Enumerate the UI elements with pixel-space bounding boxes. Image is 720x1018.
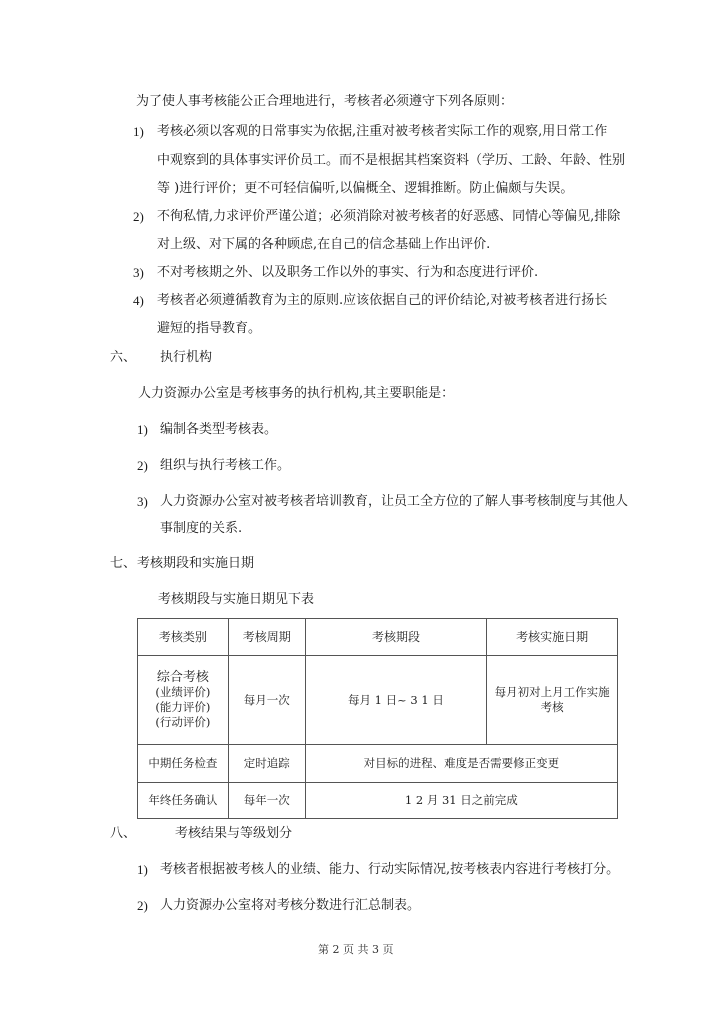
table-header-row xyxy=(138,619,618,656)
cell-category: 年终任务确认 xyxy=(138,783,229,819)
cell-date xyxy=(487,656,618,745)
schedule-table xyxy=(137,618,618,819)
section-6-intro: 人力资源办公室是考核事务的执行机构,其主要职能是： xyxy=(138,386,455,401)
section-8-item-2-text: 人力资源办公室将对考核分数进行汇总制表。 xyxy=(160,898,421,913)
cell-period: 每月 1 日~ 3 1 日 xyxy=(305,656,487,745)
cell-cycle: 定时追踪 xyxy=(228,745,305,783)
category-sub-3: (行动评价) xyxy=(155,715,211,729)
table-row xyxy=(138,745,618,783)
section-8-item-1-text: 考核者根据被考核人的业绩、能力、行动实际情况,按考核表内容进行考核打分。 xyxy=(160,862,620,877)
header-date: 考核实施日期 xyxy=(487,619,618,656)
header-category: 考核类别 xyxy=(138,619,229,656)
principle-3-number: 3) xyxy=(133,265,144,280)
section-6-item-1-text: 编制各类型考核表。 xyxy=(160,422,278,437)
cell-period-merged: 1 2 月 31 日之前完成 xyxy=(305,783,617,819)
section-6-item-3-number: 3) xyxy=(137,494,148,509)
principle-4-line-2: 避短的指导教育。 xyxy=(157,321,262,336)
section-6-item-2-text: 组织与执行考核工作。 xyxy=(160,458,291,473)
section-8-item-2-number: 2) xyxy=(137,898,148,913)
principles-intro: 为了使人事考核能公正合理地进行，考核者必须遵守下列各原则： xyxy=(136,94,514,109)
principle-1-number: 1) xyxy=(133,124,144,139)
page-number: 第 2 页 共 3 页 xyxy=(318,943,394,956)
category-sub-2: (能力评价) xyxy=(155,700,211,714)
cell-cycle: 每月一次 xyxy=(228,656,305,745)
section-6-item-3-line-2: 事制度的关系. xyxy=(160,521,243,536)
section-7-number: 七、 xyxy=(110,556,137,571)
section-7-title: 考核期段和实施日期 xyxy=(137,556,255,571)
section-8-number: 八、 xyxy=(110,826,137,841)
section-8-title: 考核结果与等级划分 xyxy=(175,826,293,841)
principle-2-line-1: 不徇私情,力求评价严谨公道；必须消除对被考核者的好恶感、同情心等偏见,排除 xyxy=(157,209,621,224)
principle-1-line-3: 等 )进行评价；更不可轻信偏听,以偏概全、逻辑推断。防止偏颇与失误。 xyxy=(157,181,574,196)
category-sub-1: (业绩评价) xyxy=(155,685,211,699)
section-6-item-1-number: 1) xyxy=(137,422,148,437)
table-row xyxy=(138,783,618,819)
section-6-title: 执行机构 xyxy=(160,350,213,365)
table-row xyxy=(138,656,618,745)
principle-2-line-2: 对上级、对下属的各种顾虑,在自己的信念基础上作出评价. xyxy=(157,237,491,252)
principle-2-number: 2) xyxy=(133,209,144,224)
principle-1-line-2: 中观察到的具体事实评价员工。而不是根据其档案资料（学历、工龄、年龄、性别 xyxy=(157,153,626,168)
header-cycle: 考核周期 xyxy=(228,619,305,656)
date-line-1: 每月初对上月工作实施 xyxy=(494,685,610,699)
cell-category: 中期任务检查 xyxy=(138,745,229,783)
cell-cycle: 每年一次 xyxy=(228,783,305,819)
section-6-item-3-line-1: 人力资源办公室对被考核者培训教育，让员工全方位的了解人事考核制度与其他人 xyxy=(160,494,629,509)
principle-4-line-1: 考核者必须遵循教育为主的原则.应该依据自己的评价结论,对被考核者进行扬长 xyxy=(157,293,608,308)
section-8-item-1-number: 1) xyxy=(137,862,148,877)
principle-3-line-1: 不对考核期之外、以及职务工作以外的事实、行为和态度进行评价. xyxy=(157,265,539,280)
header-period: 考核期段 xyxy=(305,619,487,656)
principle-1-line-1: 考核必须以客观的日常事实为依据,注重对被考核者实际工作的观察,用日常工作 xyxy=(157,124,608,139)
category-main: 综合考核 xyxy=(156,670,209,685)
cell-period-merged: 对目标的进程、难度是否需要修正变更 xyxy=(305,745,617,783)
date-line-2: 考核 xyxy=(540,700,564,714)
principle-4-number: 4) xyxy=(133,293,144,308)
cell-category xyxy=(138,656,229,745)
section-6-number: 六、 xyxy=(110,350,137,365)
section-6-item-2-number: 2) xyxy=(137,458,148,473)
section-7-intro: 考核期段与实施日期见下表 xyxy=(158,592,315,607)
